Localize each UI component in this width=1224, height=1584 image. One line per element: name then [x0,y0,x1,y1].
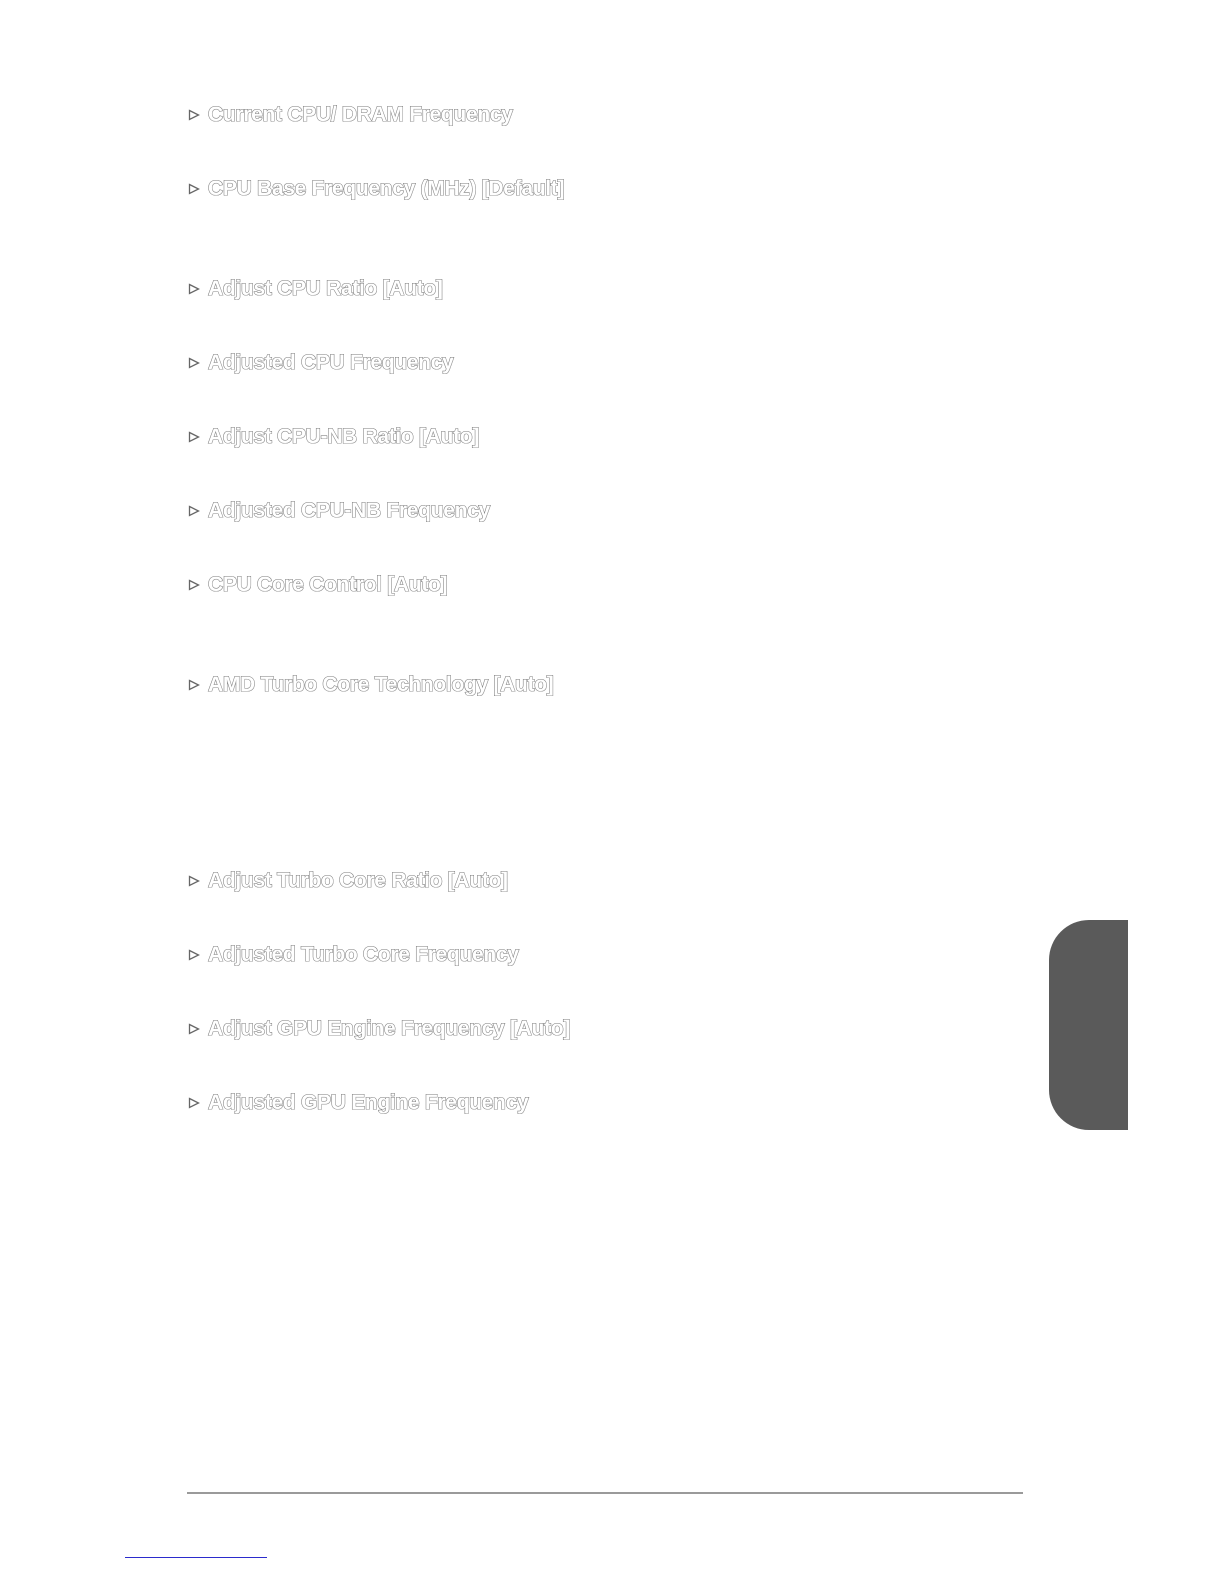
triangle-right-outline-icon [188,431,208,443]
setting-item-label: AMD Turbo Core Technology [Auto] [208,673,554,696]
setting-item-adjusted-cpu-nb-frequency [188,496,490,526]
triangle-right-outline-icon [188,579,208,591]
setting-item-label: Adjust GPU Engine Frequency [Auto] [208,1017,570,1040]
setting-item-adjust-gpu-engine-frequency [188,1014,570,1044]
setting-item-adjusted-cpu-frequency [188,348,453,378]
setting-item-current-cpu-dram-frequency [188,100,513,130]
triangle-right-outline-icon [188,875,208,887]
footer-link-underline [125,1557,267,1558]
triangle-right-outline-icon [188,1023,208,1035]
setting-item-label: Adjust CPU Ratio [Auto] [208,277,443,300]
triangle-right-outline-icon [188,679,208,691]
triangle-right-outline-icon [188,1097,208,1109]
setting-item-adjust-cpu-nb-ratio [188,422,479,452]
triangle-right-outline-icon [188,357,208,369]
footer-divider [187,1492,1023,1494]
setting-item-label: Adjust Turbo Core Ratio [Auto] [208,869,508,892]
setting-item-label: CPU Base Frequency (MHz) [Default] [208,177,565,200]
chapter-side-tab [1049,920,1128,1130]
setting-item-adjust-turbo-core-ratio [188,866,508,896]
setting-item-adjusted-turbo-core-frequency [188,940,519,970]
setting-item-label: Adjusted CPU Frequency [208,351,454,374]
triangle-right-outline-icon [188,949,208,961]
triangle-right-outline-icon [188,283,208,295]
setting-item-label: Adjusted Turbo Core Frequency [208,943,519,966]
setting-item-label: CPU Core Control [Auto] [208,573,448,596]
triangle-right-outline-icon [188,183,208,195]
setting-item-amd-turbo-core-technology [188,670,553,700]
triangle-right-outline-icon [188,505,208,517]
triangle-right-outline-icon [188,109,208,121]
setting-item-adjusted-gpu-engine-frequency [188,1088,528,1118]
setting-item-label: Current CPU/ DRAM Frequency [208,103,513,126]
setting-item-label: Adjusted GPU Engine Frequency [208,1091,529,1114]
setting-item-cpu-base-frequency [188,174,564,204]
setting-item-cpu-core-control [188,570,447,600]
setting-item-adjust-cpu-ratio [188,274,443,304]
setting-item-label: Adjusted CPU-NB Frequency [208,499,490,522]
setting-item-label: Adjust CPU-NB Ratio [Auto] [208,425,479,448]
